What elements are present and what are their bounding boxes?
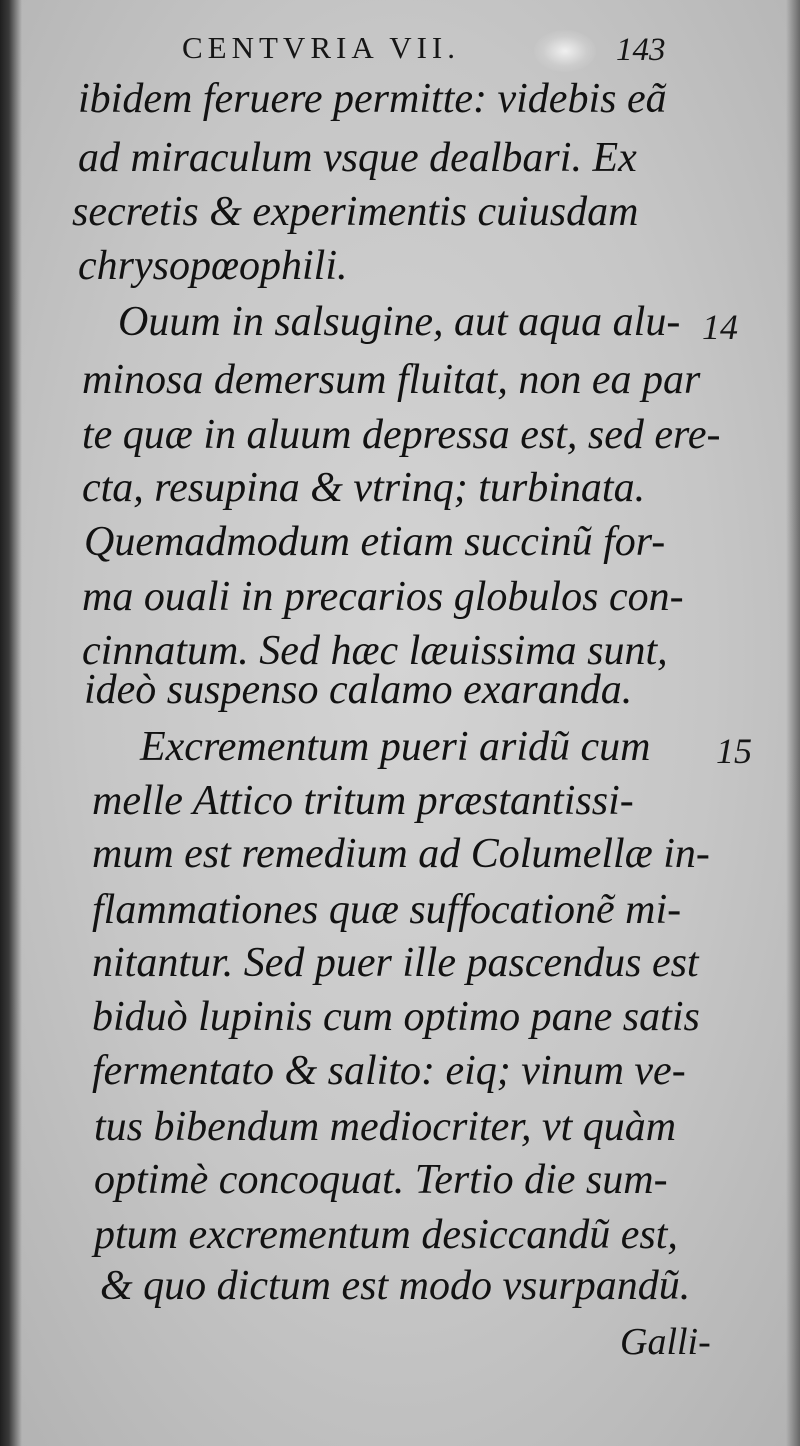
text-line: te quæ in aluum depressa est, sed ere- xyxy=(82,412,721,458)
text-line: secretis & experimentis cuiusdam xyxy=(72,189,639,235)
catchword: Galli- xyxy=(620,1321,711,1363)
text-line: ma ouali in precarios globulos con- xyxy=(82,574,684,620)
text-line: biduò lupinis cum optimo pane satis xyxy=(92,994,700,1040)
text-line: cta, resupina & vtrinq; turbinata. xyxy=(82,465,646,511)
text-line: optimè concoquat. Tertio die sum- xyxy=(94,1157,668,1203)
ink-smudge xyxy=(534,30,596,72)
margin-number: 14 xyxy=(702,307,738,347)
margin-number: 15 xyxy=(716,731,752,771)
text-line: ideò suspenso calamo exaranda. xyxy=(84,667,633,713)
text-line: tus bibendum mediocriter, vt quàm xyxy=(94,1104,677,1150)
text-line: Excrementum pueri aridũ cum xyxy=(140,724,651,770)
text-line: Ouum in salsugine, aut aqua alu- xyxy=(118,299,681,345)
text-line: mum est remedium ad Columellæ in- xyxy=(92,831,710,877)
text-line: ad miraculum vsque dealbari. Ex xyxy=(78,135,637,181)
text-line: ibidem feruere permitte: videbis eã xyxy=(78,76,667,122)
text-line: minosa demersum fluitat, non ea par xyxy=(82,357,701,403)
text-line: flammationes quæ suffocationẽ mi- xyxy=(92,887,682,933)
text-line: nitantur. Sed puer ille pascendus est xyxy=(92,940,699,986)
text-line: melle Attico tritum præstantissi- xyxy=(92,778,634,824)
text-line: cinnatum. Sed hæc læuissima sunt, xyxy=(82,628,668,674)
text-line: fermentato & salito: eiq; vinum ve- xyxy=(92,1048,686,1094)
text-line: & quo dictum est modo vsurpandũ. xyxy=(100,1263,691,1309)
running-title: CENTVRIA VII. xyxy=(182,30,460,65)
text-line: Quemadmodum etiam succinũ for- xyxy=(84,519,666,565)
page-number: 143 xyxy=(616,32,666,68)
text-line: chrysopœophili. xyxy=(78,243,348,289)
text-line: ptum excrementum desiccandũ est, xyxy=(94,1212,678,1258)
